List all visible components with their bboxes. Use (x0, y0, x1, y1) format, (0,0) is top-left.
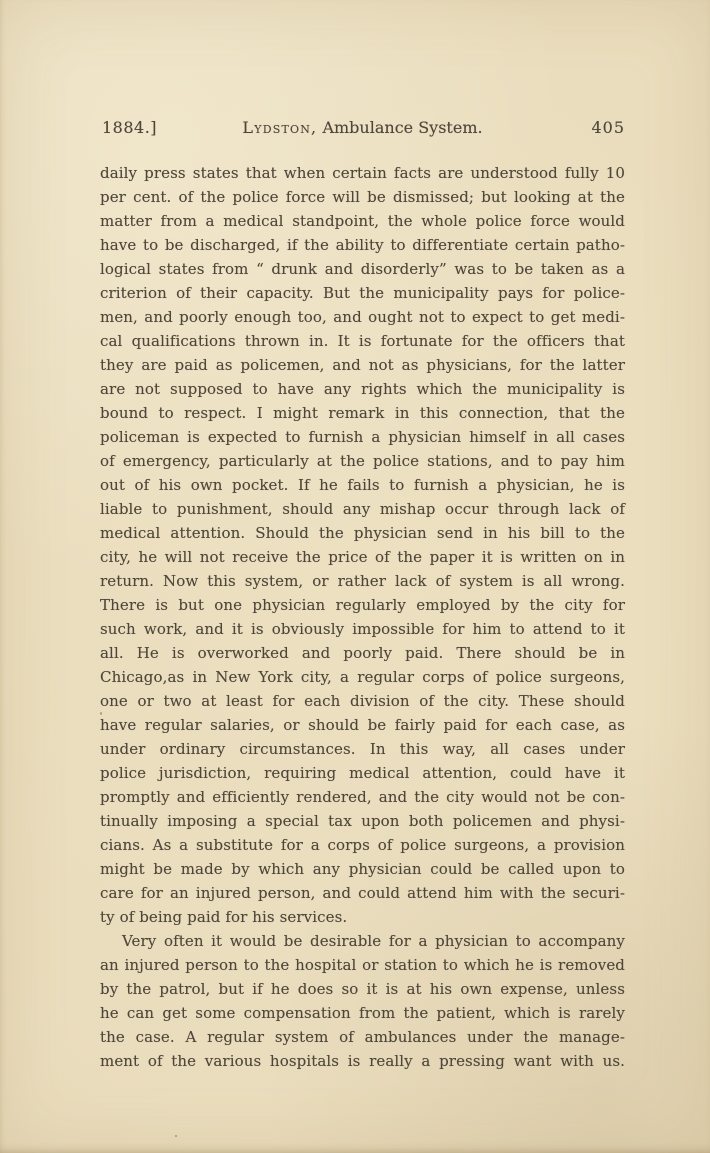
scan-speck (100, 712, 102, 715)
text-line: return. Now this system, or rather lack of system is all wrong. (100, 572, 625, 590)
text-line: have to be discharged, if the ability to differentiate certain patho- (100, 236, 625, 254)
text-line: city, he will not receive the price of the paper it is written on in (100, 548, 625, 566)
text-line: such work, and it is obviously impossible for him to attend to it (100, 620, 625, 638)
text-line: bound to respect. I might remark in this connection, that the (100, 404, 625, 422)
header-year: 1884.] (102, 118, 158, 137)
running-title-text: Ambulance System. (322, 118, 483, 137)
text-line: medical attention. Should the physician send in his bill to the (100, 524, 625, 542)
text-line: Chicago,as in New York city, a regular corps of police surgeons, (100, 668, 625, 686)
text-line: have regular salaries, or should be fairly paid for each case, as (100, 716, 625, 734)
text-line: tinually imposing a special tax upon both policemen and physi- (100, 812, 625, 830)
page-number: 405 (591, 118, 625, 137)
text-line: men, and poorly enough too, and ought not to expect to get medi- (100, 308, 625, 326)
text-line: the case. A regular system of ambulances under the manage- (100, 1028, 625, 1046)
text-line: matter from a medical standpoint, the whole police force would (100, 212, 625, 230)
text-line: policeman is expected to furnish a physician himself in all cases (100, 428, 625, 446)
text-line: cal qualifications thrown in. It is fortunate for the officers that (100, 332, 625, 350)
text-line: ty of being paid for his services. (100, 908, 348, 926)
text-line: daily press states that when certain facts are understood fully 10 (100, 164, 625, 182)
text-line: ment of the various hospitals is really a pressing want with us. (100, 1052, 625, 1070)
text-line: all. He is overworked and poorly paid. There should be in (100, 644, 625, 662)
running-header (100, 117, 625, 139)
text-line: of emergency, particularly at the police stations, and to pay him (100, 452, 625, 470)
paragraph (100, 929, 625, 1073)
text-line: promptly and efficiently rendered, and the city would not be con- (100, 788, 625, 806)
text-line: Very often it would be desirable for a physician to accompany (122, 932, 625, 950)
text-line: care for an injured person, and could attend him with the securi- (100, 884, 625, 902)
running-title-author: Lydston, (242, 118, 318, 137)
text-line: one or two at least for each division of the city. These should (100, 692, 625, 710)
text-line: might be made by which any physician could be called upon to (100, 860, 625, 878)
text-line: by the patrol, but if he does so it is at his own expense, unless (100, 980, 625, 998)
page-body (100, 161, 625, 1073)
text-line: cians. As a substitute for a corps of police surgeons, a provision (100, 836, 625, 854)
paragraph (100, 161, 625, 929)
text-line: under ordinary circumstances. In this way, all cases under (100, 740, 625, 758)
text-line: liable to punishment, should any mishap occur through lack of (100, 500, 625, 518)
text-line: criterion of their capacity. But the municipality pays for police- (100, 284, 625, 302)
text-line: they are paid as policemen, and not as physicians, for the latter (100, 356, 625, 374)
text-line: per cent. of the police force will be dismissed; but looking at the (100, 188, 625, 206)
text-line: police jurisdiction, requiring medical attention, could have it (100, 764, 625, 782)
text-line: logical states from “ drunk and disorderly” was to be taken as a (100, 260, 625, 278)
running-title (100, 117, 625, 139)
scan-speck (175, 1135, 177, 1137)
text-line: out of his own pocket. If he fails to furnish a physician, he is (100, 476, 625, 494)
text-line: There is but one physician regularly employed by the city for (100, 596, 625, 614)
text-line: are not supposed to have any rights which the municipality is (100, 380, 625, 398)
scan-speck (247, 365, 249, 367)
text-line: he can get some compensation from the patient, which is rarely (100, 1004, 625, 1022)
text-line: an injured person to the hospital or station to which he is removed (100, 956, 625, 974)
